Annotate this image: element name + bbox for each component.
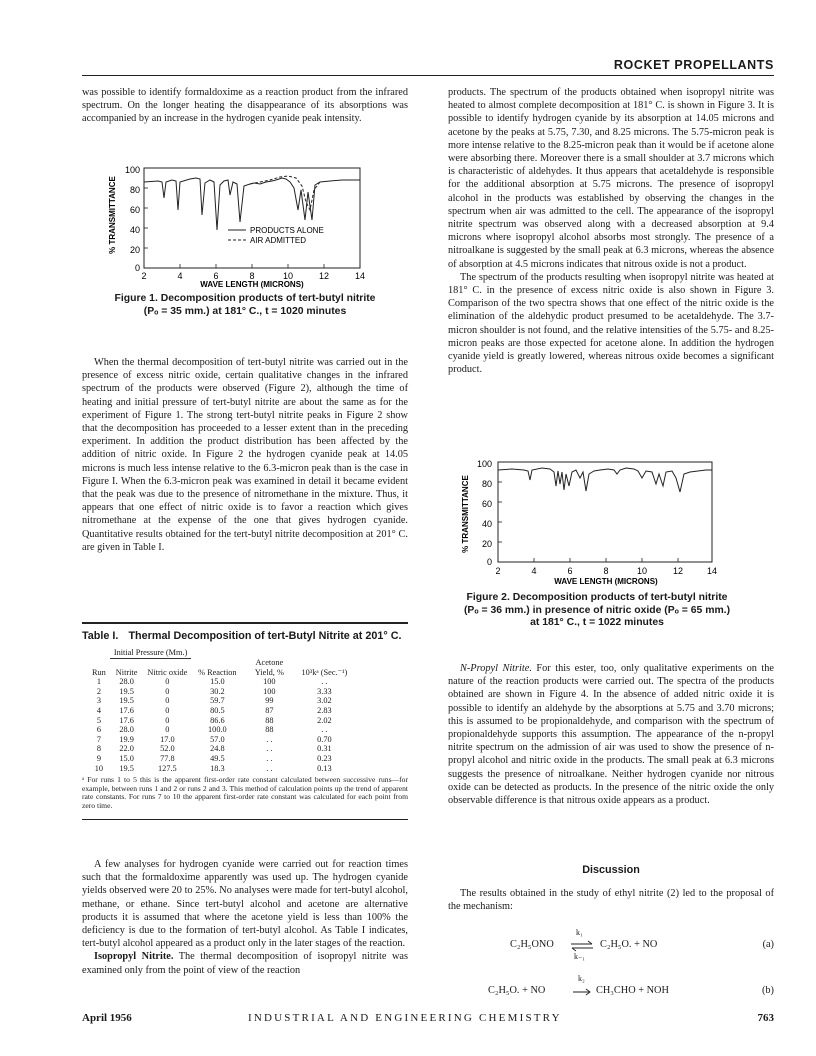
figure-2	[462, 456, 732, 586]
fig1-xtick: 12	[318, 271, 330, 281]
fig1-legend-solid: PRODUCTS ALONE	[250, 226, 324, 235]
table-row: 10 19.5 127.5 18.3 . . 0.13	[94, 763, 332, 773]
fig1-xtick: 2	[141, 271, 147, 281]
fig2-ytick: 100	[476, 459, 492, 469]
paragraph: For this ester, too, only qualitative experiments on the nature of the reaction products were carried out. The spectra of the products obtained are shown in Figure 4. In the absence of added nitric oxide it is possible to identify an aldehyde by the absorptions at 5.75 and 3.70 microns; this is assumed to be propionaldehyde, and comparison with the spectrum of propionaldehyde supports this assumption. The appearance of the n-propyl nitrite spectrum on the admission of air was used to show the presence of n-propyl alcohol and nitric oxide in the products. The small peak at 6.3 microns suggests the presence of nitroalkane. Neither hydrogen cyanide nor nitrous oxide can be detected as products. In the presence of the nitric oxide the only observable difference is that nitrous oxide appears as a product.	[448, 663, 774, 807]
fig2-ytick: 60	[481, 499, 492, 509]
fig2-ytick: 0	[486, 557, 492, 567]
subsection-head: N-Propyl Nitrite.	[460, 663, 532, 674]
left-column-bottom	[82, 858, 408, 977]
eq-b-products: CH₃CHO + NOH	[596, 985, 669, 996]
eq-a-products: C₂H₅O. + NO	[600, 939, 658, 950]
table-1-data	[88, 648, 353, 773]
paragraph: was possible to identify formaldoxime as a reaction product from the infrared spectrum. On the longer heating the disappearance of its absorptions was accompanied by an increase in the hydrogen cyanide peak intensity.	[82, 87, 408, 125]
eq-a-k-forward: k₁	[576, 928, 583, 937]
reaction-arrow-icon	[572, 988, 592, 996]
fig1-xlabel: WAVE LENGTH (MICRONS)	[200, 280, 304, 289]
eq-a-k-reverse: k₋₁	[574, 952, 586, 961]
equilibrium-arrow-icon	[570, 940, 594, 952]
left-column-top	[82, 86, 408, 126]
table-title: Thermal Decomposition of tert-Butyl Nitrite at 201° C.	[128, 630, 402, 642]
fig2-xlabel: WAVE LENGTH (MICRONS)	[554, 577, 658, 586]
right-column-top	[448, 86, 774, 376]
running-header: ROCKET PROPELLANTS	[613, 58, 774, 72]
fig2-ytick: 80	[481, 479, 492, 489]
fig2-ytick: 40	[481, 519, 492, 529]
fig1-xtick: 8	[249, 271, 255, 281]
footer-page-number: 763	[757, 1012, 774, 1024]
discussion-heading: Discussion	[582, 864, 640, 876]
paragraph: The thermal decomposition of isopropyl nitrite was examined only from the point of view of the reaction	[82, 951, 408, 976]
table-header: Run	[92, 667, 106, 677]
left-column-middle	[82, 356, 408, 554]
table-bottom-rule	[82, 819, 408, 820]
table-header: % Reaction	[198, 667, 237, 677]
fig1-xtick: 14	[354, 271, 366, 281]
eq-b-reactants: C₂H₅O. + NO	[488, 985, 546, 996]
table-1	[82, 622, 408, 820]
fig1-ytick: 0	[134, 263, 140, 273]
fig1-ytick: 80	[129, 185, 140, 195]
paragraph: A few analyses for hydrogen cyanide were carried out for reaction times such that the formaldoxime apparently was used up. The hydrogen cyanide yields observed were 20 to 25%. No analyses were made for tert-butyl alcohol, methane, or ethane. Since tert-butyl alcohol and acetone are alternative products it is assumed that where the acetone yield is less than 100% the deficiency is due to the formation of tert-butyl alcohol. As Table I indicates, tert-butyl alcohol appeared as a product only in the later stages of the reaction.	[82, 859, 408, 950]
fig2-xtick: 10	[636, 566, 648, 576]
fig2-xtick: 4	[531, 566, 537, 576]
table-header: 10³kᵃ (Sec.⁻¹)	[301, 667, 348, 677]
figure-1-caption: Figure 1. Decomposition products of tert-butyl nitrite (Pₒ = 35 mm.) at 181° C., t = 1020 minutes	[114, 293, 376, 317]
fig2-spectrum	[498, 468, 712, 492]
eq-b-label: (b)	[761, 985, 774, 996]
table-row: 1 28.0 0 15.0 100 . .	[96, 677, 328, 687]
fig1-spectrum-products	[144, 178, 360, 230]
subsection-head: Isopropyl Nitrite.	[94, 951, 174, 963]
fig2-ytick: 20	[481, 539, 492, 549]
table-group-header: Initial Pressure (Mm.)	[110, 648, 192, 658]
fig1-legend-dashed: AIR ADMITTED	[250, 236, 307, 245]
table-row: 3 19.5 0 59.7 99 3.02	[96, 696, 332, 706]
table-row: 4 17.6 0 80.5 87 2.83	[96, 706, 332, 716]
fig1-ytick: 20	[129, 245, 140, 255]
eq-b-k: k₂	[578, 974, 585, 983]
table-row: 6 28.0 0 100.0 88 . .	[96, 725, 328, 735]
table-label: Table I.	[82, 630, 119, 642]
right-column-middle	[448, 662, 774, 807]
fig1-xtick: 4	[177, 271, 183, 281]
table-row: 7 19.9 17.0 57.0 . . 0.70	[96, 734, 332, 744]
eq-a-label: (a)	[762, 939, 774, 950]
paragraph: When the thermal decomposition of tert-butyl nitrite was carried out in the presence of excess nitric oxide, certain qualitative changes in the infrared spectrum of the products were observed (Figure 2), although the time of heating and initial pressure of tert-butyl nitrite are about the same as for the experiment of Figure 1. The strong tert-butyl nitrite peaks in Figure 2 show that the decomposition has proceeded to a lesser extent than in the preceding experiment. In addition the product distribution has been affected by the addition of nitric oxide. In Figure 2 the hydrogen cyanide peak at 14.05 microns is much less intense relative to the 6.3-micron peak than is the case in Figure I. When the 6.3-micron peak was examined in detail it became evident that the peak was due to the presence of nitromethane in the mixture. Thus, it appears that one effect of nitric oxide is to favor a reaction which gives nitromethane at the expense of the one that gives hydrogen cyanide. Quantitative results obtained for the tert-butyl nitrite decomposition at 201° C. are given in Table I.	[82, 357, 408, 553]
fig2-xtick: 12	[672, 566, 684, 576]
footer-date: April 1956	[82, 1012, 132, 1024]
table-header: Nitric oxide	[147, 667, 188, 677]
equation-a	[510, 928, 774, 962]
table-row: 8 22.0 52.0 24.8 . . 0.31	[96, 744, 332, 754]
table-row: 9 15.0 77.8 49.5 . . 0.23	[96, 754, 332, 764]
fig1-xtick: 6	[213, 271, 219, 281]
fig2-xtick: 2	[495, 566, 501, 576]
figure-1	[110, 160, 380, 288]
paragraph: products. The spectrum of the products obtained when isopropyl nitrite was heated to almost complete decomposition at 181° C. is shown in Figure 3. It is possible to identify hydrogen cyanide by its absorption at 14.05 microns and acetone by the peaks at 5.75, 7.30, and 8.25 microns. The 5.75-micron peak is more intense relative to the 8.25-micron peak than it would be if acetone alone were absorbing there. Moreover there is a small shoulder at 3.7 microns which is characteristic of aldehydes. It thus appears that acetaldehyde is responsible for the additional absorption at 5.75 microns. The presence of isopropyl alcohol in the products was established by observing the changes in the spectrum when air was admitted to the cell. The appearance of the isopropyl nitrite spectrum was observed along with a decreased absorption at 9.4 microns where isopropyl alcohol absorbs most strongly. The presence of a nitroalkane is suggested by the small peak at 6.3 microns, whereas the absence of absorption at 4.5 microns indicates that nitrous oxide is not a product.	[448, 87, 774, 270]
fig2-xtick: 8	[603, 566, 609, 576]
fig1-ylabel: % TRANSMITTANCE	[108, 176, 117, 254]
table-top-rule	[82, 622, 408, 624]
fig1-ytick: 100	[124, 165, 140, 175]
table-footnote: ᵃ For runs 1 to 5 this is the apparent first-order rate constant calculated between successive runs—for example, between runs 1 and 2 or runs 2 and 3. This method of calculation points up the trend of apparent rate constants. For runs 7 to 10 the apparent first-order rate constant was calculated for each point from zero time.	[82, 775, 408, 810]
table-header: Nitrite	[115, 667, 138, 677]
fig1-ytick: 40	[129, 225, 140, 235]
fig2-xtick: 14	[706, 566, 718, 576]
header-rule	[82, 75, 774, 76]
table-row: 5 17.6 0 86.6 88 2.02	[96, 715, 332, 725]
equation-b	[488, 974, 774, 1002]
paragraph: The results obtained in the study of ethyl nitrite (2) led to the proposal of the mechanism:	[448, 888, 774, 913]
right-column-bottom	[448, 887, 774, 913]
footer-journal: INDUSTRIAL AND ENGINEERING CHEMISTRY	[248, 1012, 562, 1024]
table-header: Acetone Yield, %	[254, 658, 284, 677]
eq-a-reactants: C₂H₅ONO	[510, 939, 554, 950]
figure-2-caption: Figure 2. Decomposition products of tert-butyl nitrite (Pₒ = 36 mm.) in presence of nitric oxide (Pₒ = 65 mm.) at 181° C., t = 1022 minutes	[463, 592, 731, 629]
paragraph: The spectrum of the products resulting when isopropyl nitrite was heated at 181° C. in the presence of excess nitric oxide is also shown in Figure 3. Comparison of the two spectra shows that one effect of the nitric oxide is the elimination of the aldehydic product presumed to be acetaldehyde. The 3.7-micron shoulder is not found, and the relative intensities of the 5.75- and 8.25-micron peaks are those expected for acetone alone. In addition the hydrogen cyanide yield is greatly lowered, whereas nitrous oxide becomes a significant product.	[448, 271, 774, 376]
table-row: 2 19.5 0 30.2 100 3.33	[96, 686, 332, 696]
fig1-xtick: 10	[282, 271, 294, 281]
fig2-ylabel: % TRANSMITTANCE	[461, 475, 470, 553]
fig1-ytick: 60	[129, 205, 140, 215]
fig2-xtick: 6	[567, 566, 573, 576]
